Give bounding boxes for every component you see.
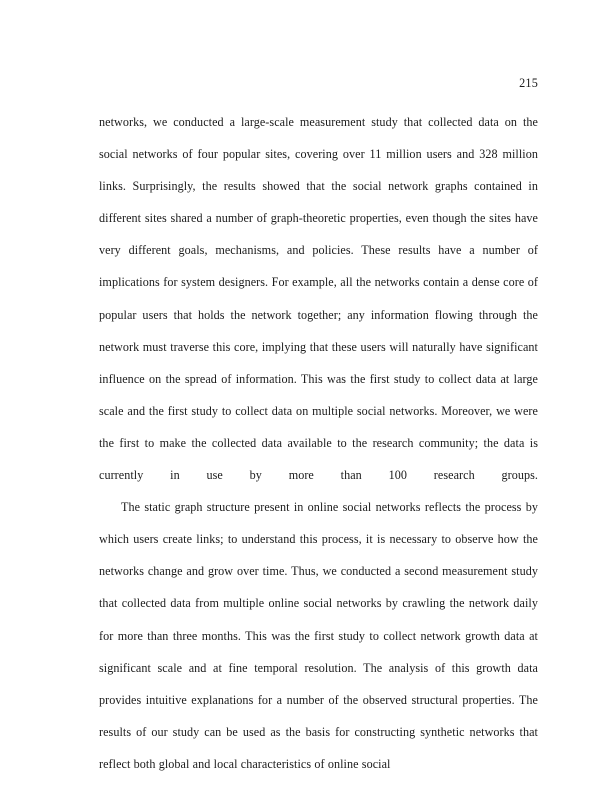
- body-paragraph: The static graph structure present in online social networks reflects the process by which users create links; to understand this process, it is necessary to observe how the networks change and grow over time. Thus, we conducted a second measurement study that collected data from multiple online social networks by crawling the network daily for more than three months. This was the first study to collect network growth data at significant scale and at fine temporal resolution. The analysis of this growth data provides intuitive explanations for a number of the observed structural properties. The results of our study can be used as the basis for constructing synthetic networks that reflect both global and local characteristics of online social: [99, 500, 538, 771]
- page-number: 215: [519, 76, 538, 90]
- body-paragraph: networks, we conducted a large-scale measurement study that collected data on the social networks of four popular sites, covering over 11 million users and 328 million links. Surprisingly, the results showed that the social network graphs contained in different sites shared a number of graph-theoretic properties, even though the sites have very different goals, mechanisms, and policies. These results have a number of implications for system designers. For example, all the networks contain a dense core of popular users that holds the network together; any information flowing through the network must traverse this core, implying that these users will naturally have significant influence on the spread of information. This was the first study to collect data at large scale and the first study to collect data on multiple social networks. Moreover, we were the first to make the collected data available to the research community; the data is currently in use by more than 100 research groups.: [99, 115, 538, 483]
- body-text-block: [99, 106, 538, 780]
